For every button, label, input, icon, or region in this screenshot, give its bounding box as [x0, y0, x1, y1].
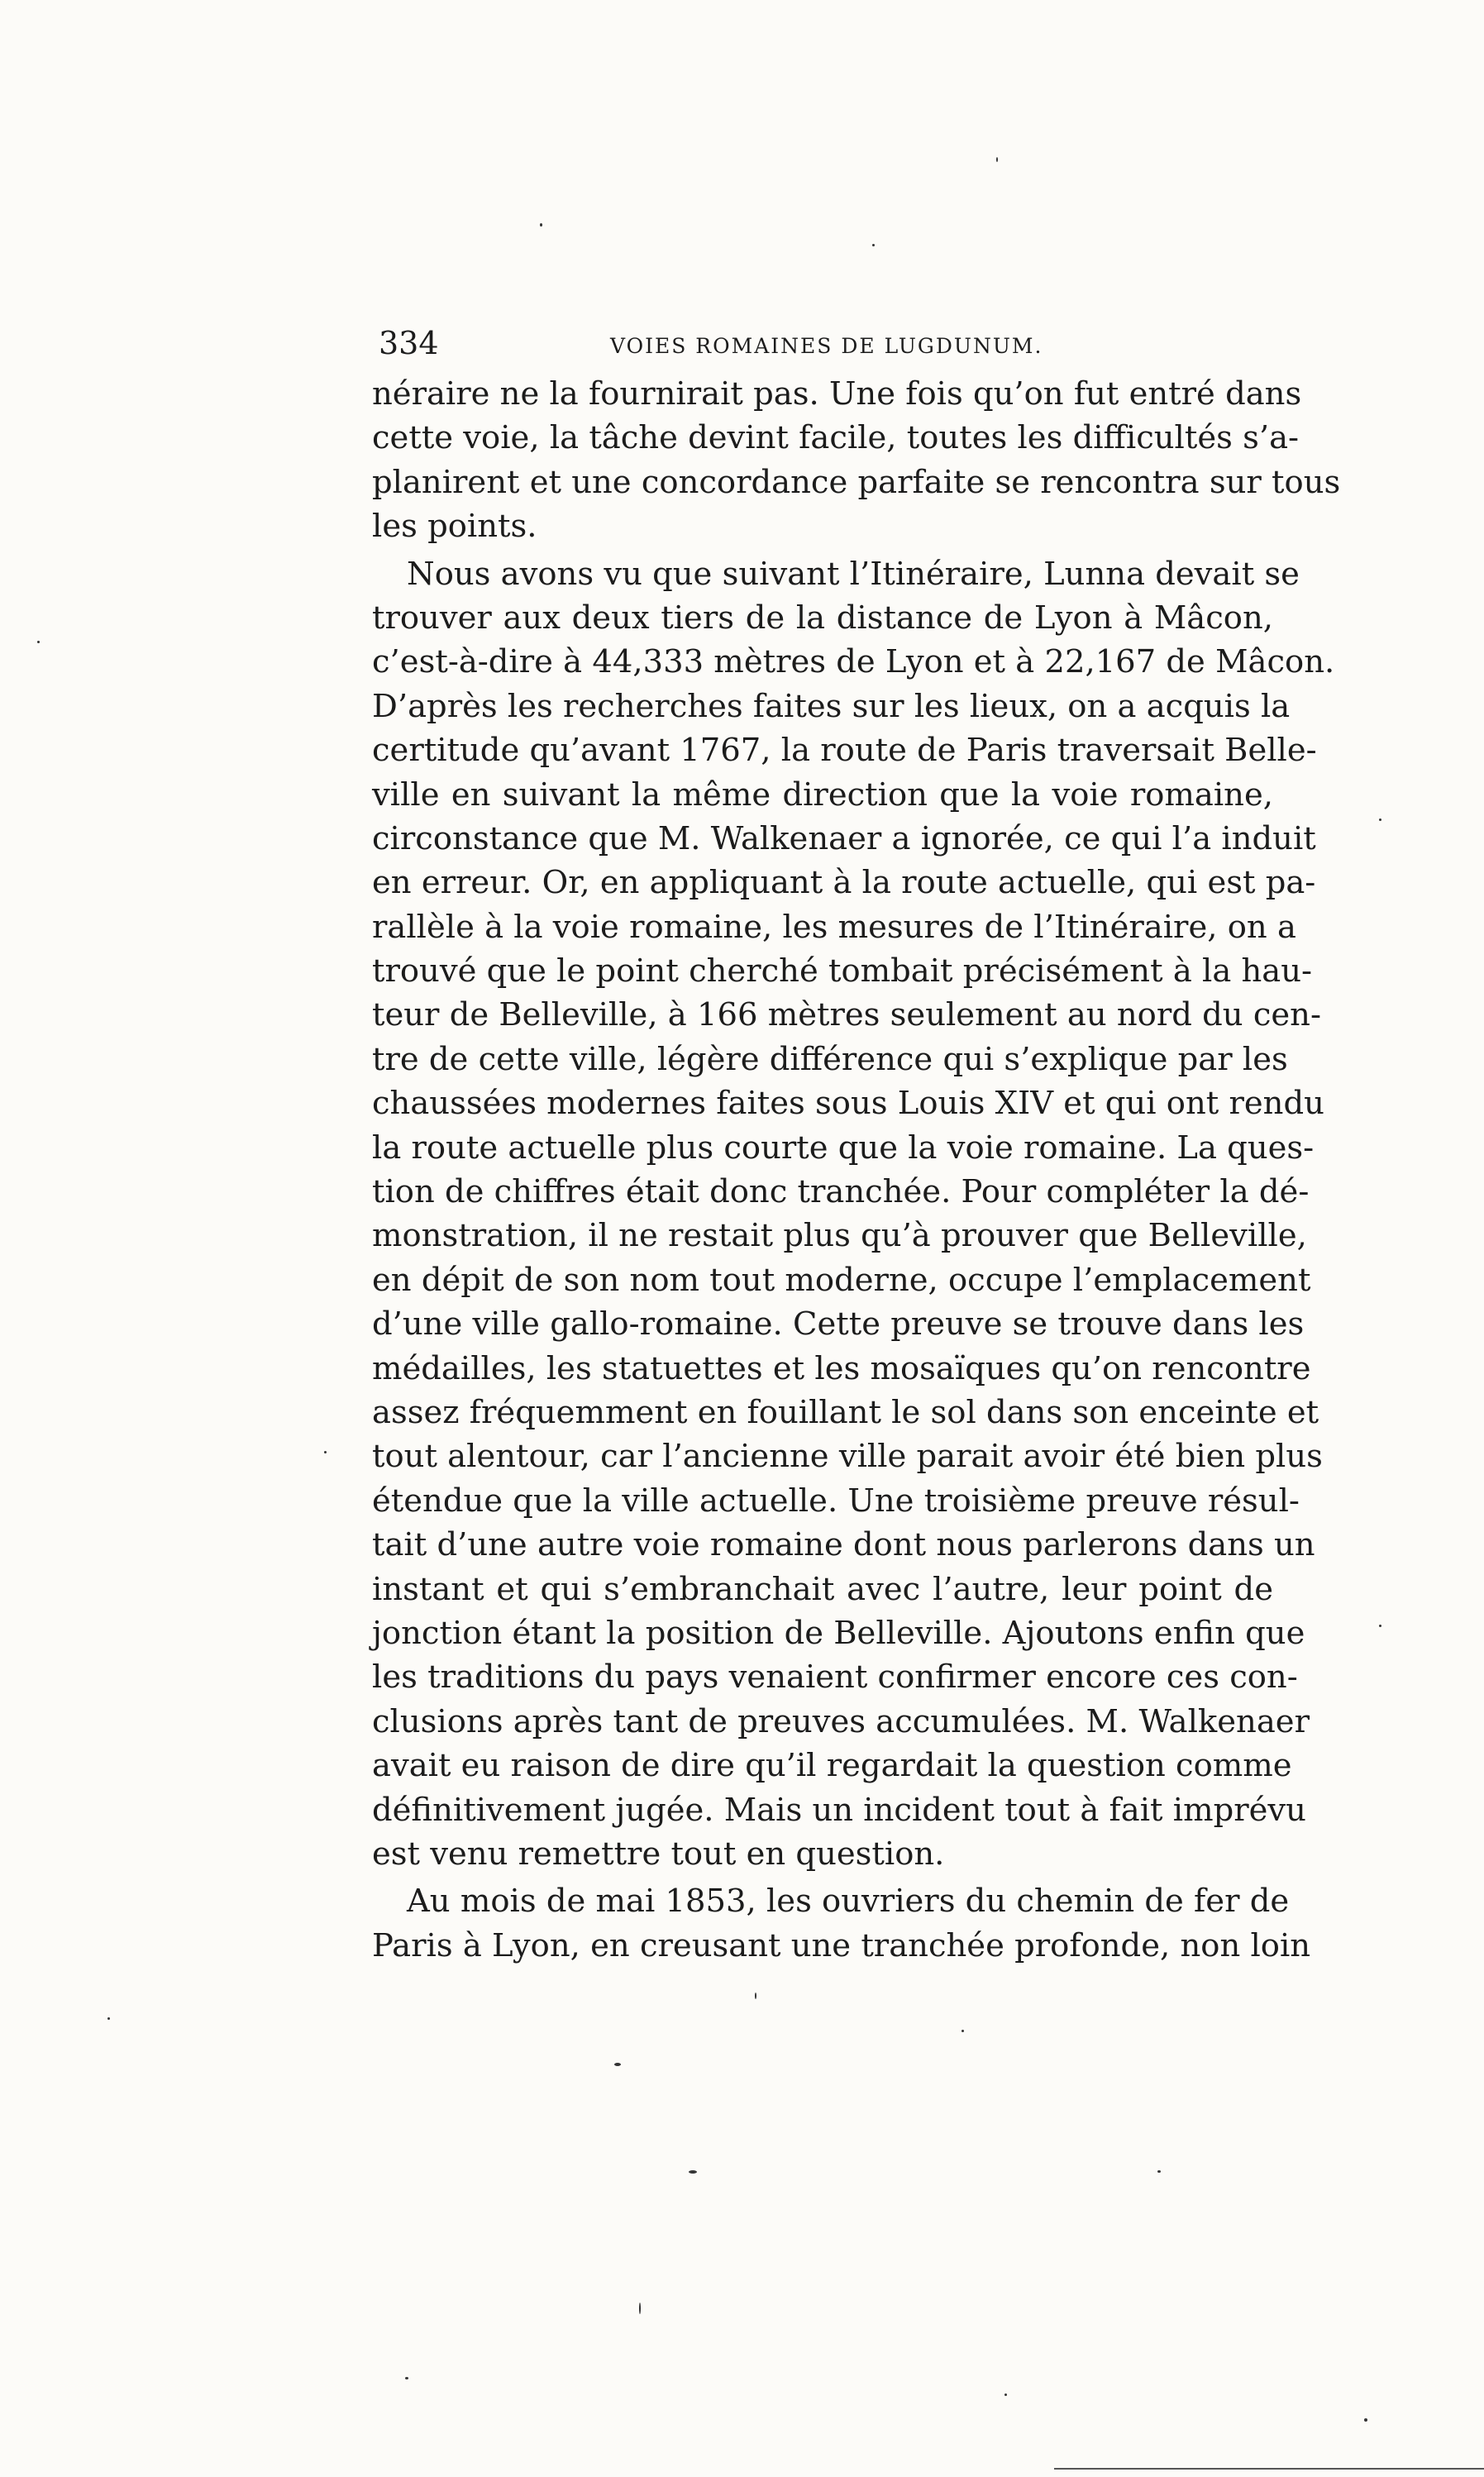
scan-speck: [1004, 2393, 1007, 2396]
scan-speck: [872, 244, 875, 246]
text-line: circonstance que M. Walkenaer a ignorée, ce qui l’a induit: [372, 819, 1316, 857]
text-line: d’une ville gallo-romaine. Cette preuve se trouve dans les: [372, 1305, 1305, 1343]
text-line: les traditions du pays venaient confirmer encore ces con-: [372, 1658, 1298, 1697]
text-line: tait d’une autre voie romaine dont nous parlerons dans un: [372, 1526, 1315, 1564]
text-line: trouvé que le point cherché tombait précisément à la hau-: [372, 952, 1313, 990]
text-line: tion de chiffres était donc tranchée. Pour compléter la dé-: [372, 1173, 1310, 1211]
text-line: D’après les recherches faites sur les lieux, on a acquis la: [372, 687, 1291, 725]
text-line: néraire ne la fournirait pas. Une fois qu’on fut entré dans: [372, 375, 1302, 413]
scan-speck: [405, 2377, 408, 2379]
text-line: étendue que la ville actuelle. Une troisième preuve résul-: [372, 1482, 1300, 1520]
text-line: planirent et une concordance parfaite se rencontra sur tous: [372, 463, 1341, 501]
text-line: rallèle à la voie romaine, les mesures de l’Itinéraire, on a: [372, 908, 1296, 946]
body-text: [372, 372, 1341, 1968]
paragraph-continuation: [372, 372, 1341, 549]
text-line: la route actuelle plus courte que la voie romaine. La ques-: [372, 1129, 1315, 1167]
text-line: c’est-à-dire à 44,333 mètres de Lyon et à 22,167 de Mâcon.: [372, 643, 1335, 681]
text-line: définitivement jugée. Mais un incident tout à fait imprévu: [372, 1791, 1306, 1829]
text-line: médailles, les statuettes et les mosaïques qu’on rencontre: [372, 1349, 1311, 1387]
text-line: certitude qu’avant 1767, la route de Paris traversait Belle-: [372, 732, 1317, 770]
text-line: cette voie, la tâche devint facile, toutes les difficultés s’a-: [372, 419, 1300, 457]
text-line: chaussées modernes faites sous Louis XIV et qui ont rendu: [372, 1085, 1324, 1123]
text-line: tre de cette ville, légère différence qui s’explique par les: [372, 1040, 1288, 1078]
running-title: VOIES ROMAINES DE LUGDUNUM.: [610, 334, 1043, 358]
text-line: assez fréquemment en fouillant le sol dans son enceinte et: [372, 1393, 1319, 1431]
text-line: Paris à Lyon, en creusant une tranchée profonde, non loin: [372, 1926, 1311, 1964]
scan-speck: [755, 1993, 756, 1999]
text-line: teur de Belleville, à 166 mètres seulement au nord du cen-: [372, 996, 1321, 1034]
text-line: Au mois de mai 1853, les ouvriers du chemin de fer de: [407, 1883, 1290, 1921]
text-line: trouver aux deux tiers de la distance de Lyon à Mâcon,: [372, 599, 1273, 637]
text-line: est venu remettre tout en question.: [372, 1835, 945, 1873]
text-line: instant et qui s’embranchait avec l’autre, leur point de: [372, 1570, 1273, 1608]
scan-speck: [1379, 1625, 1381, 1627]
paragraph-lunna: [372, 552, 1335, 1877]
text-line: jonction étant la position de Belleville. Ajoutons enfin que: [372, 1614, 1305, 1652]
scan-speck: [37, 641, 40, 643]
scan-speck: [324, 1451, 327, 1453]
scan-speck: [996, 157, 998, 162]
text-line: Nous avons vu que suivant l’Itinéraire, Lunna devait se: [407, 555, 1300, 593]
page-number: 334: [379, 325, 439, 361]
scan-speck: [1157, 2170, 1161, 2173]
scan-speck: [1364, 2418, 1367, 2422]
text-line: avait eu raison de dire qu’il regardait la question comme: [372, 1747, 1292, 1785]
paragraph-mai-1853: [372, 1879, 1311, 1968]
scan-speck: [107, 2017, 110, 2020]
text-line: les points.: [372, 508, 537, 546]
scan-speck: [639, 2303, 641, 2314]
bottom-rule: [1054, 2468, 1484, 2470]
text-line: ville en suivant la même direction que la voie romaine,: [372, 776, 1273, 814]
page-header: [379, 318, 1281, 368]
scan-speck: [540, 223, 542, 227]
text-line: en erreur. Or, en appliquant à la route actuelle, qui est pa-: [372, 864, 1316, 902]
scan-speck: [689, 2170, 697, 2174]
text-line: clusions après tant de preuves accumulées. M. Walkenaer: [372, 1702, 1310, 1740]
text-line: tout alentour, car l’ancienne ville parait avoir été bien plus: [372, 1438, 1323, 1476]
scan-speck: [614, 2063, 621, 2066]
text-line: en dépit de son nom tout moderne, occupe l’emplacement: [372, 1261, 1311, 1299]
scan-speck: [1379, 819, 1381, 821]
scan-speck: [961, 2030, 964, 2032]
text-line: monstration, il ne restait plus qu’à prouver que Belleville,: [372, 1217, 1307, 1255]
